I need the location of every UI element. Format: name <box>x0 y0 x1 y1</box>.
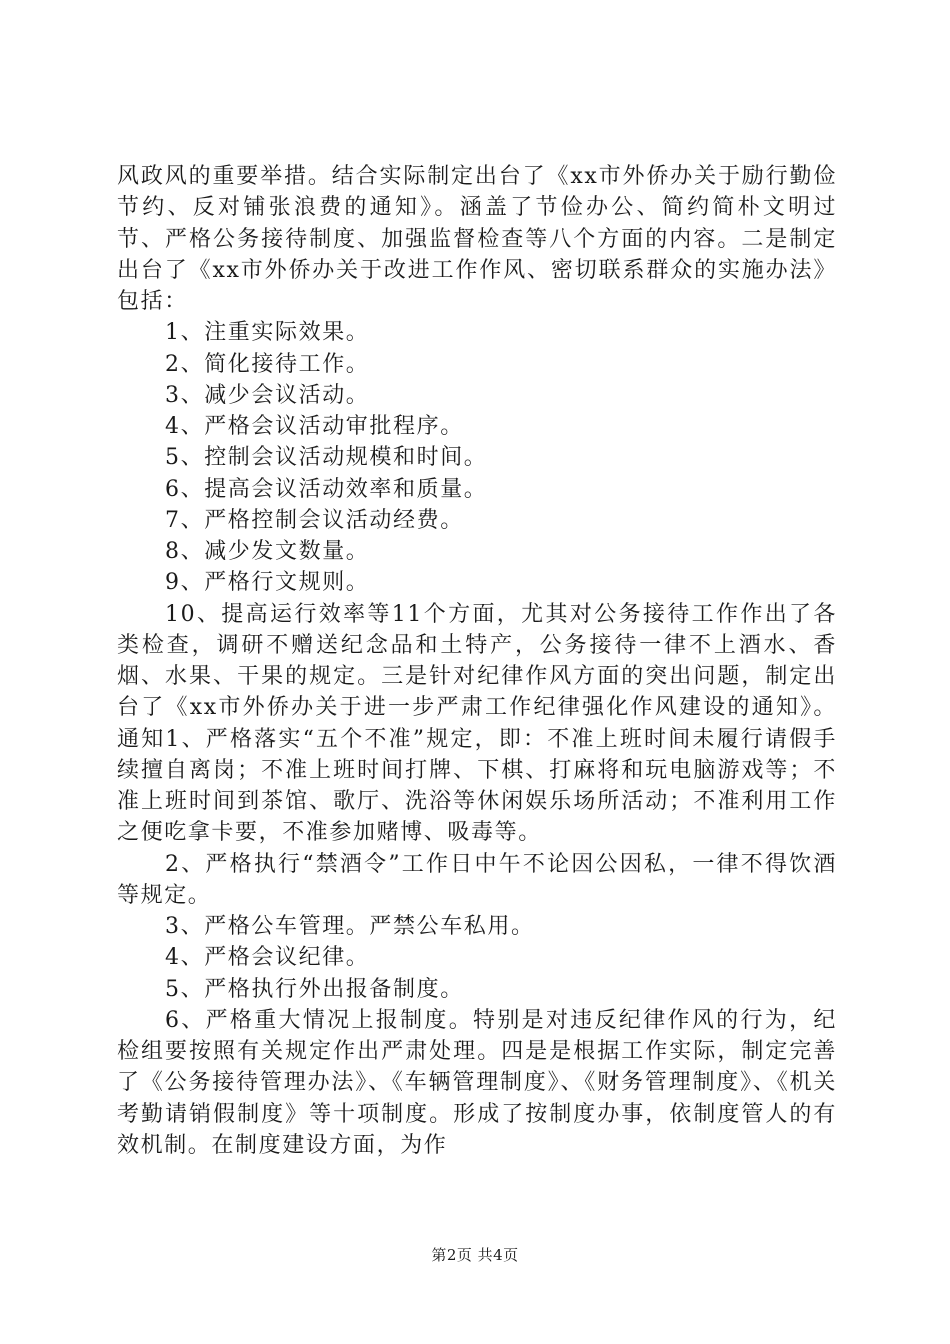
page-footer: 第2页 共4页 <box>431 1246 519 1264</box>
paragraph: 9、严格行文规则。 <box>165 570 370 596</box>
paragraph: 5、严格执行外出报备制度。 <box>165 976 464 1002</box>
paragraph: 2、简化接待工作。 <box>165 351 370 377</box>
paragraph: 1、注重实际效果。 <box>165 320 370 346</box>
paragraph: 5、控制会议活动规模和时间。 <box>165 445 488 471</box>
paragraph: 4、严格会议纪律。 <box>165 945 370 971</box>
paragraph: 3、减少会议活动。 <box>165 382 370 408</box>
paragraph: 4、严格会议活动审批程序。 <box>165 414 464 439</box>
paragraph: 6、严格重大情况上报制度。特别是对违反纪律作风的行为，纪检组要按照有关规定作出严肃处理。四是是根据工作实际，制定完善了《公务接待管理办法》、《车辆管理制度》、《财务管理制度》、《机关考勤请销假制度》等十项制度。形成了按制度办事，依制度管人的有效机制。在制度建设方面，为作 <box>117 1007 837 1158</box>
paragraph: 10、提高运行效率等11个方面，尤其对公务接待工作作出了各类检查，调研不赠送纪念品和土特产，公务接待一律不上酒水、香烟、水果、干果的规定。三是针对纪律作风方面的突出问题，制定出台了《xx市外侨办关于进一步严肃工作纪律强化作风建设的通知》。通知1、严格落实“五个不准”规定，即：不准上班时间未履行请假手续擅自离岗；不准上班时间打牌、下棋、打麻将和玩电脑游戏等；不准上班时间到茶馆、歌厅、洗浴等休闲娱乐场所活动；不准利用工作之便吃拿卡要，不准参加赌博、吸毒等。 <box>117 601 837 846</box>
paragraph: 6、提高会议活动效率和质量。 <box>165 476 488 502</box>
paragraph: 风政风的重要举措。结合实际制定出台了《xx市外侨办关于励行勤俭节约、反对铺张浪费的通知》。涵盖了节俭办公、简约简朴文明过节、严格公务接待制度、加强监督检查等八个方面的内容。二是制定出台了《xx市外侨办关于改进工作作风、密切联系群众的实施办法》包括： <box>117 164 837 314</box>
paragraph: 3、严格公车管理。严禁公车私用。 <box>165 914 535 939</box>
paragraph: 7、严格控制会议活动经费。 <box>165 507 464 533</box>
paragraph: 8、减少发文数量。 <box>165 539 370 564</box>
paragraph: 2、严格执行“禁酒令”工作日中午不论因公因私，一律不得饮酒等规定。 <box>117 851 837 908</box>
document-body <box>117 161 837 1161</box>
